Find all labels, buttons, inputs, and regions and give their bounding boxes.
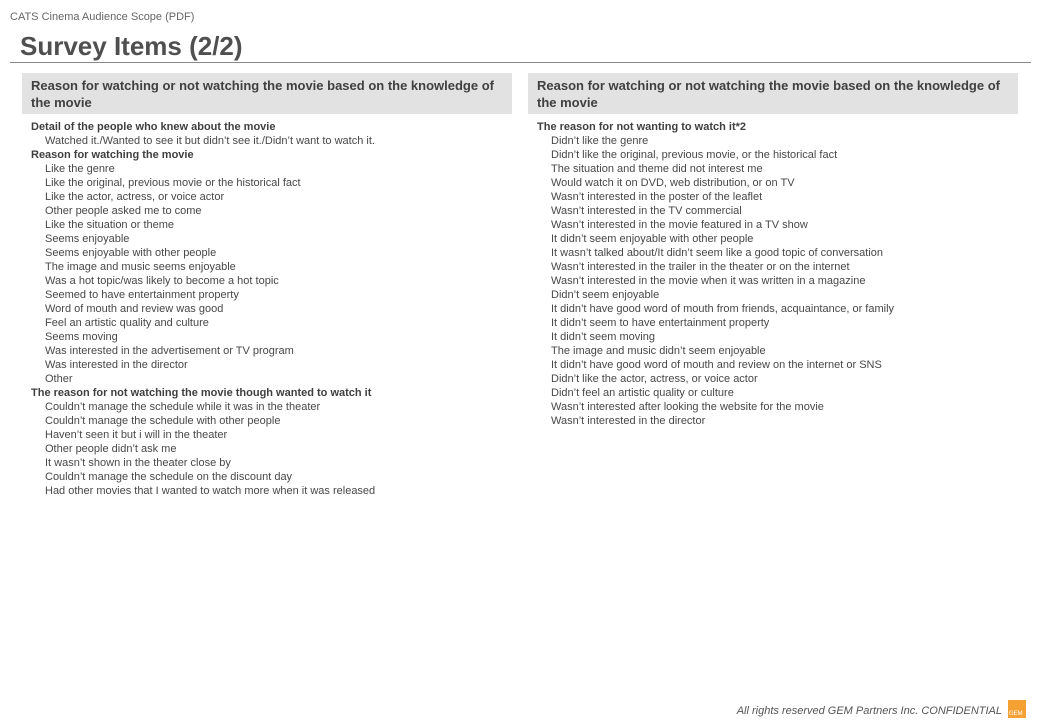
list-item: Wasn’t interested in the trailer in the theater or on the internet xyxy=(551,261,850,273)
title-divider xyxy=(10,62,1031,63)
list-item: Wasn’t interested in the poster of the leaflet xyxy=(551,191,763,203)
group-title: The reason for not wanting to watch it*2 xyxy=(537,121,747,133)
list-item: The image and music seems enjoyable xyxy=(45,261,236,273)
left-column xyxy=(22,73,512,498)
list-item: It wasn’t shown in the theater close by xyxy=(45,457,231,469)
list-item: Haven’t seen it but i will in the theater xyxy=(45,429,228,441)
right-column-heading: Reason for watching or not watching the movie based on the knowledge of the movie xyxy=(528,73,1018,114)
list-item: Couldn’t manage the schedule on the discount day xyxy=(45,471,293,483)
list-item: Didn’t seem enjoyable xyxy=(551,289,660,301)
list-item: Was a hot topic/was likely to become a hot topic xyxy=(45,275,279,287)
list-item: Couldn’t manage the schedule while it was in the theater xyxy=(45,401,321,413)
list-item: Seemed to have entertainment property xyxy=(45,289,239,301)
list-item: Wasn’t interested in the movie featured in a TV show xyxy=(551,219,808,231)
group-title: Reason for watching the movie xyxy=(31,149,194,161)
list-item: Seems moving xyxy=(45,331,118,343)
list-item: It wasn’t talked about/It didn’t seem like a good topic of conversation xyxy=(551,247,884,259)
list-item: Would watch it on DVD, web distribution, or on TV xyxy=(551,177,795,189)
list-item: Didn’t like the original, previous movie, or the historical fact xyxy=(551,149,838,161)
list-item: Other people asked me to come xyxy=(45,205,202,217)
group-title: The reason for not watching the movie though wanted to watch it xyxy=(31,387,372,399)
logo-text: GEM xyxy=(1009,711,1023,717)
document-label: CATS Cinema Audience Scope (PDF) xyxy=(10,11,195,23)
list-item: It didn’t have good word of mouth and review on the internet or SNS xyxy=(551,359,882,371)
list-item: Wasn’t interested after looking the website for the movie xyxy=(551,401,824,413)
right-column-list xyxy=(528,120,1018,428)
list-item: It didn’t seem moving xyxy=(551,331,655,343)
list-item: Wasn’t interested in the director xyxy=(551,415,706,427)
company-logo xyxy=(1008,700,1026,718)
list-item: Didn’t like the actor, actress, or voice actor xyxy=(551,373,758,385)
list-item: Had other movies that I wanted to watch more when it was released xyxy=(45,485,376,497)
list-item: Other people didn’t ask me xyxy=(45,443,177,455)
list-item: Couldn’t manage the schedule with other people xyxy=(45,415,281,427)
list-item: It didn’t seem to have entertainment property xyxy=(551,317,770,329)
list-item: Feel an artistic quality and culture xyxy=(45,317,209,329)
list-item: The image and music didn’t seem enjoyable xyxy=(551,345,766,357)
list-item: It didn’t have good word of mouth from friends, acquaintance, or family xyxy=(551,303,895,315)
list-item: Word of mouth and review was good xyxy=(45,303,224,315)
list-item: Didn’t feel an artistic quality or culture xyxy=(551,387,734,399)
list-item: Wasn’t interested in the movie when it was written in a magazine xyxy=(551,275,866,287)
list-item: Seems enjoyable xyxy=(45,233,130,245)
right-column xyxy=(528,73,1018,428)
list-item: Wasn’t interested in the TV commercial xyxy=(551,205,742,217)
group-title: Detail of the people who knew about the movie xyxy=(31,121,276,133)
list-item: Didn’t like the genre xyxy=(551,135,649,147)
list-item: Watched it./Wanted to see it but didn’t see it./Didn’t want to watch it. xyxy=(45,135,375,147)
list-item: The situation and theme did not interest me xyxy=(551,163,763,175)
list-item: Like the genre xyxy=(45,163,115,175)
left-column-heading: Reason for watching or not watching the movie based on the knowledge of the movie xyxy=(22,73,512,114)
list-item: Was interested in the advertisement or TV program xyxy=(45,345,294,357)
list-item: It didn’t seem enjoyable with other people xyxy=(551,233,754,245)
list-item: Other xyxy=(45,373,73,385)
footer-copyright: All rights reserved GEM Partners Inc. CONFIDENTIAL xyxy=(736,705,1002,717)
list-item: Seems enjoyable with other people xyxy=(45,247,217,259)
left-column-list xyxy=(22,120,512,498)
list-item: Like the situation or theme xyxy=(45,219,175,231)
page-title: Survey Items (2/2) xyxy=(20,31,243,61)
list-item: Like the original, previous movie or the historical fact xyxy=(45,177,301,189)
list-item: Like the actor, actress, or voice actor xyxy=(45,191,225,203)
list-item: Was interested in the director xyxy=(45,359,188,371)
